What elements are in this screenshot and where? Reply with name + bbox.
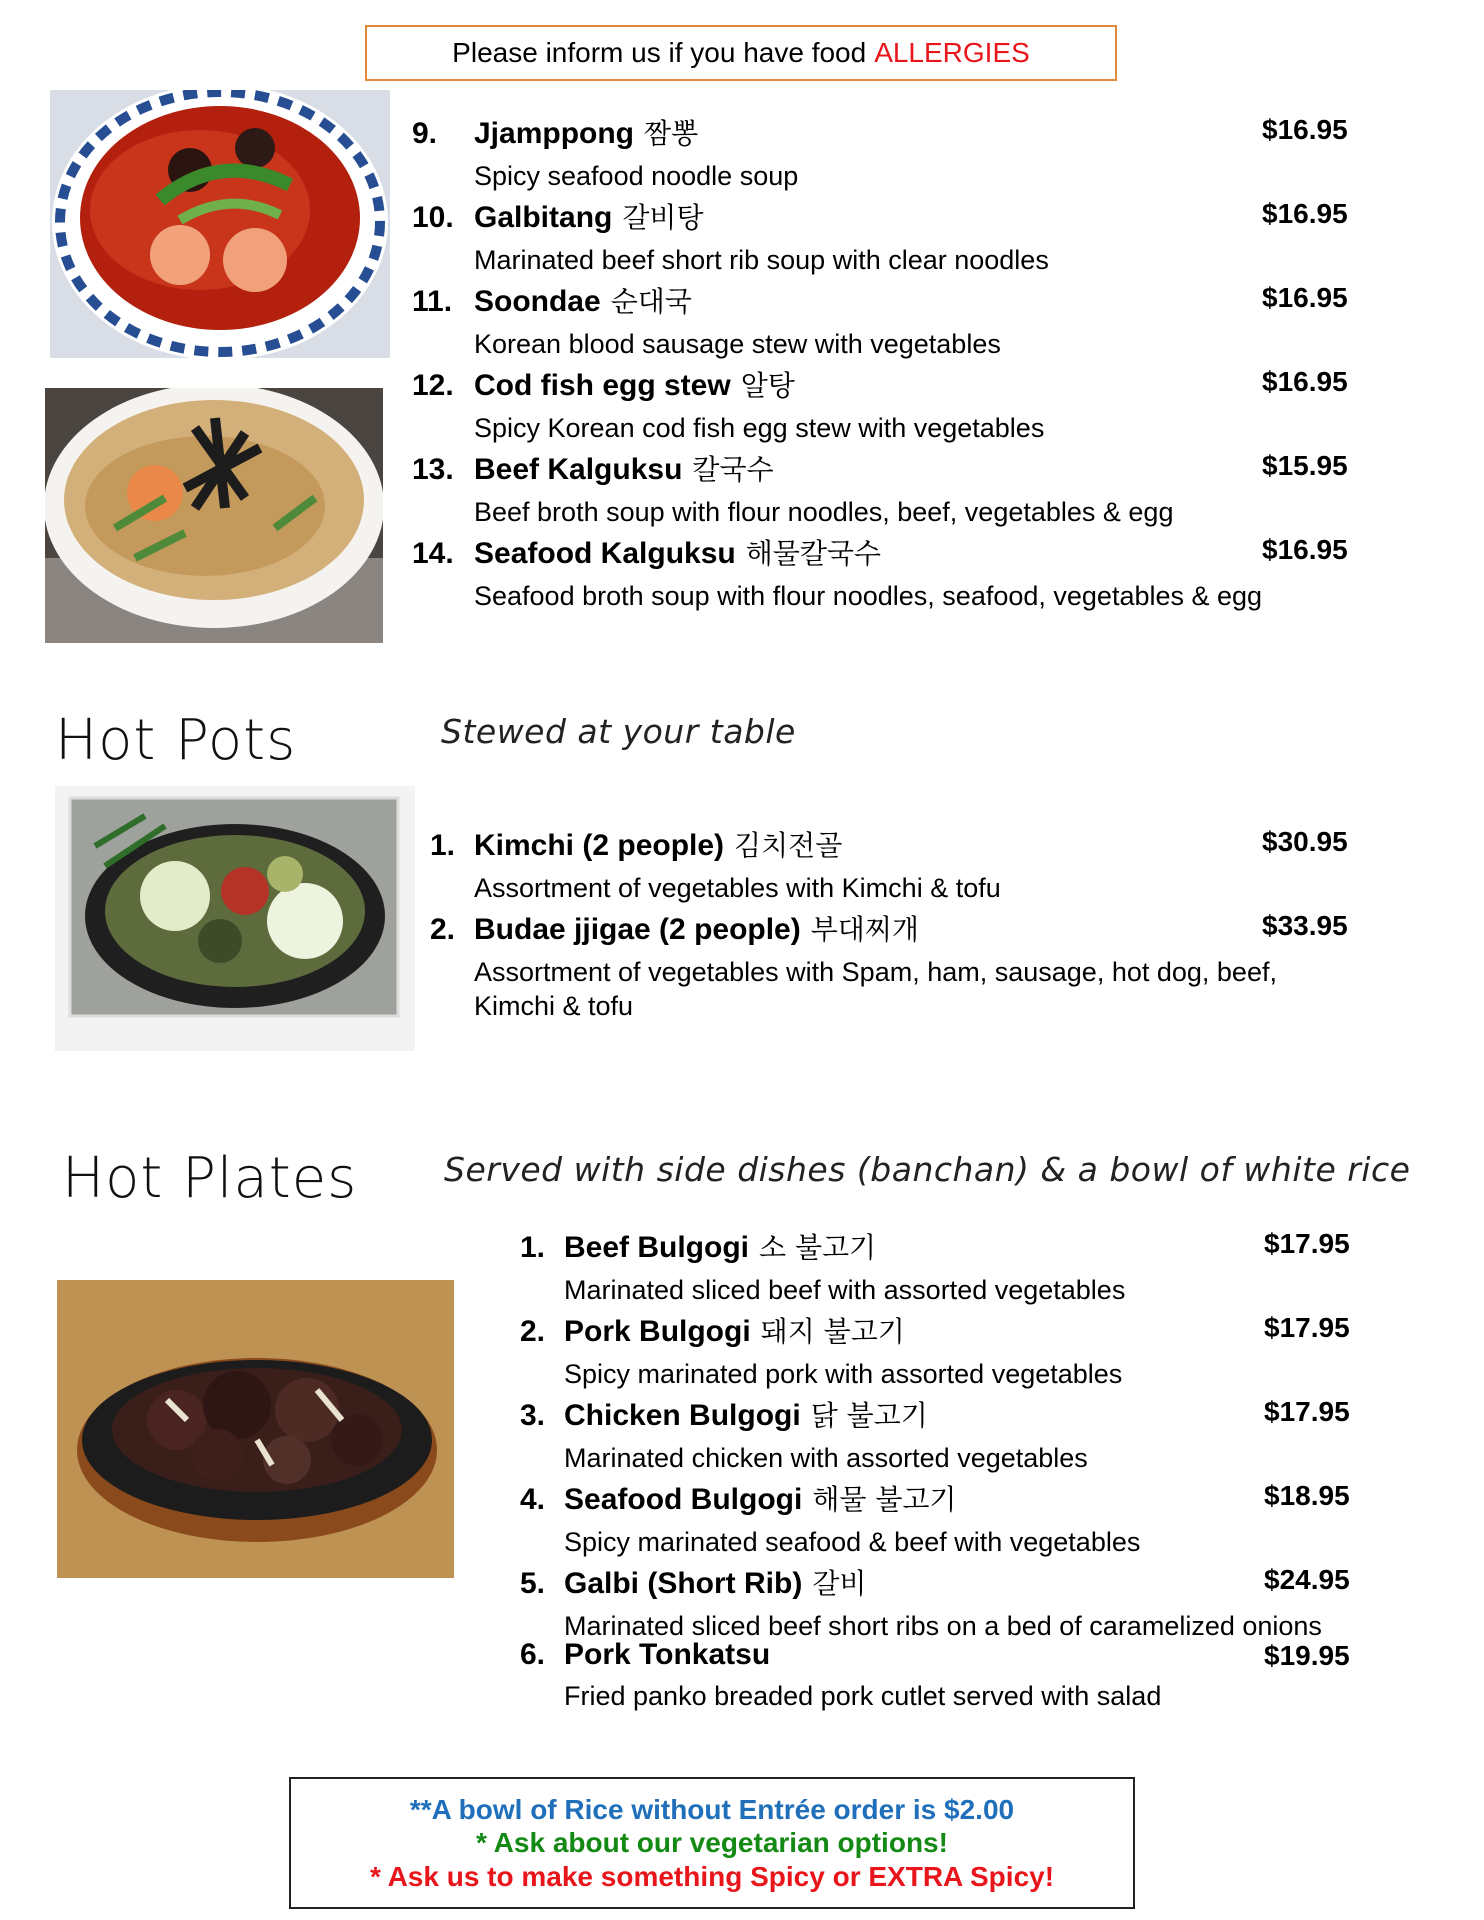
jjamppong-bowl-image	[50, 90, 390, 358]
item-number: 12.	[412, 369, 454, 402]
item-korean-name: 알탕	[740, 369, 795, 402]
item-number: 2.	[520, 1315, 546, 1348]
allergy-emphasis: ALLERGIES	[874, 37, 1030, 68]
hot-plate-menu-item	[520, 1226, 1350, 1308]
item-name: Galbi (Short Rib)	[564, 1567, 803, 1600]
item-price: $17.95	[1264, 1396, 1350, 1427]
item-price: $16.95	[1262, 366, 1348, 397]
item-price: $18.95	[1264, 1480, 1350, 1511]
rice-vegetarian-spicy-notice	[289, 1777, 1135, 1909]
hot-pot-menu-item	[430, 908, 1348, 1024]
jjamppong-photo	[50, 90, 390, 358]
hot-plate-menu-item	[520, 1562, 1350, 1644]
item-name: Seafood Bulgogi	[564, 1483, 803, 1516]
item-price: $30.95	[1262, 826, 1348, 857]
soup-menu-item	[412, 364, 1348, 446]
item-name: Beef Kalguksu	[474, 453, 683, 486]
galbi-photo	[57, 1280, 454, 1578]
item-price: $16.95	[1262, 198, 1348, 229]
item-korean-name: 닭 불고기	[810, 1399, 928, 1432]
item-name: Kimchi (2 people)	[474, 829, 725, 862]
soup-menu-item	[412, 196, 1348, 278]
item-price: $16.95	[1262, 534, 1348, 565]
hot-pot-photo	[55, 786, 415, 1051]
soup-menu-item	[412, 280, 1348, 362]
allergy-notice-banner	[365, 25, 1117, 81]
hot-pots-title: Hot Pots	[55, 708, 297, 773]
item-description: Beef broth soup with flour noodles, beef, vegetables & egg	[474, 497, 1174, 527]
item-price: $17.95	[1264, 1312, 1350, 1343]
allergy-notice-text: Please inform us if you have food	[452, 37, 867, 68]
vegetarian-note: * Ask about our vegetarian options!	[476, 1827, 948, 1859]
item-name: Pork Tonkatsu	[564, 1638, 771, 1671]
item-number: 13.	[412, 453, 454, 486]
item-name: Galbitang	[474, 201, 613, 234]
item-price: $16.95	[1262, 114, 1348, 145]
item-price: $16.95	[1262, 282, 1348, 313]
item-korean-name: 갈비	[812, 1567, 867, 1600]
hot-pot-image	[55, 786, 415, 1051]
item-price: $17.95	[1264, 1228, 1350, 1259]
kalguksu-bowl-image	[45, 388, 383, 643]
item-name: Chicken Bulgogi	[564, 1399, 801, 1432]
item-number: 1.	[430, 829, 456, 862]
item-korean-name: 짬뽕	[644, 117, 699, 150]
item-korean-name: 순대국	[610, 285, 692, 318]
item-number: 11.	[412, 285, 453, 318]
item-name: Seafood Kalguksu	[474, 537, 736, 570]
item-name: Beef Bulgogi	[564, 1231, 749, 1264]
soup-menu-item	[412, 112, 1348, 194]
hot-plate-menu-item	[520, 1310, 1350, 1392]
item-korean-name: 돼지 불고기	[760, 1315, 905, 1348]
item-description: Spicy Korean cod fish egg stew with vegetables	[474, 413, 1045, 443]
hot-pots-subtitle: Stewed at your table	[441, 712, 796, 751]
item-name: Jjamppong	[474, 117, 635, 150]
item-name: Budae jjigae (2 people)	[474, 913, 801, 946]
item-name: Pork Bulgogi	[564, 1315, 751, 1348]
kalguksu-photo	[45, 388, 383, 643]
item-description: Fried panko breaded pork cutlet served with salad	[564, 1681, 1162, 1711]
item-description: Spicy marinated pork with assorted vegetables	[564, 1359, 1123, 1389]
hot-plates-subtitle: Served with side dishes (banchan) & a bowl of white rice	[444, 1150, 1411, 1189]
item-price: $15.95	[1262, 450, 1348, 481]
item-description: Spicy seafood noodle soup	[474, 161, 799, 191]
hot-plate-menu-item	[520, 1394, 1350, 1476]
item-number: 6.	[520, 1638, 546, 1671]
item-description: Spicy marinated seafood & beef with vegetables	[564, 1527, 1141, 1557]
item-korean-name: 소 불고기	[759, 1231, 877, 1264]
item-price: $24.95	[1264, 1564, 1350, 1595]
item-number: 9.	[412, 117, 438, 150]
item-description-cont: Kimchi & tofu	[474, 990, 634, 1021]
soup-menu-item	[412, 448, 1348, 530]
item-korean-name: 갈비탕	[622, 201, 704, 234]
item-description: Marinated beef short rib soup with clear noodles	[474, 245, 1049, 275]
item-number: 14.	[412, 537, 454, 570]
galbi-sizzling-plate-image	[57, 1280, 454, 1578]
item-description: Assortment of vegetables with Kimchi & tofu	[474, 873, 1001, 903]
item-name: Soondae	[474, 285, 601, 318]
item-description: Korean blood sausage stew with vegetables	[474, 329, 1001, 359]
item-price: $19.95	[1264, 1640, 1350, 1671]
item-description: Seafood broth soup with flour noodles, seafood, vegetables & egg	[474, 581, 1263, 611]
item-korean-name: 김치전골	[734, 829, 843, 862]
item-description: Marinated chicken with assorted vegetables	[564, 1443, 1088, 1473]
rice-price-note: **A bowl of Rice without Entrée order is $2.00	[409, 1794, 1015, 1826]
item-description: Marinated sliced beef with assorted vegetables	[564, 1275, 1126, 1305]
item-korean-name: 해물 불고기	[812, 1483, 957, 1516]
item-korean-name: 해물칼국수	[745, 537, 881, 570]
item-number: 5.	[520, 1567, 546, 1600]
soup-menu-item	[412, 532, 1348, 614]
item-number: 2.	[430, 913, 456, 946]
item-description: Assortment of vegetables with Spam, ham, sausage, hot dog, beef,	[474, 957, 1277, 987]
item-number: 1.	[520, 1231, 546, 1264]
item-price: $33.95	[1262, 910, 1348, 941]
hot-plates-title: Hot Plates	[62, 1146, 358, 1211]
item-number: 10.	[412, 201, 454, 234]
spicy-note: * Ask us to make something Spicy or EXTRA Spicy!	[369, 1860, 1055, 1892]
hot-plate-menu-item	[520, 1478, 1350, 1560]
item-number: 3.	[520, 1399, 546, 1432]
item-korean-name: 부대찌개	[810, 913, 919, 946]
hot-pot-menu-item	[430, 824, 1348, 906]
item-korean-name: 칼국수	[692, 453, 774, 486]
hot-plate-menu-item	[520, 1638, 1350, 1714]
item-number: 4.	[520, 1483, 546, 1516]
item-description: Marinated sliced beef short ribs on a bed of caramelized onions	[564, 1611, 1322, 1641]
item-name: Cod fish egg stew	[474, 369, 731, 402]
